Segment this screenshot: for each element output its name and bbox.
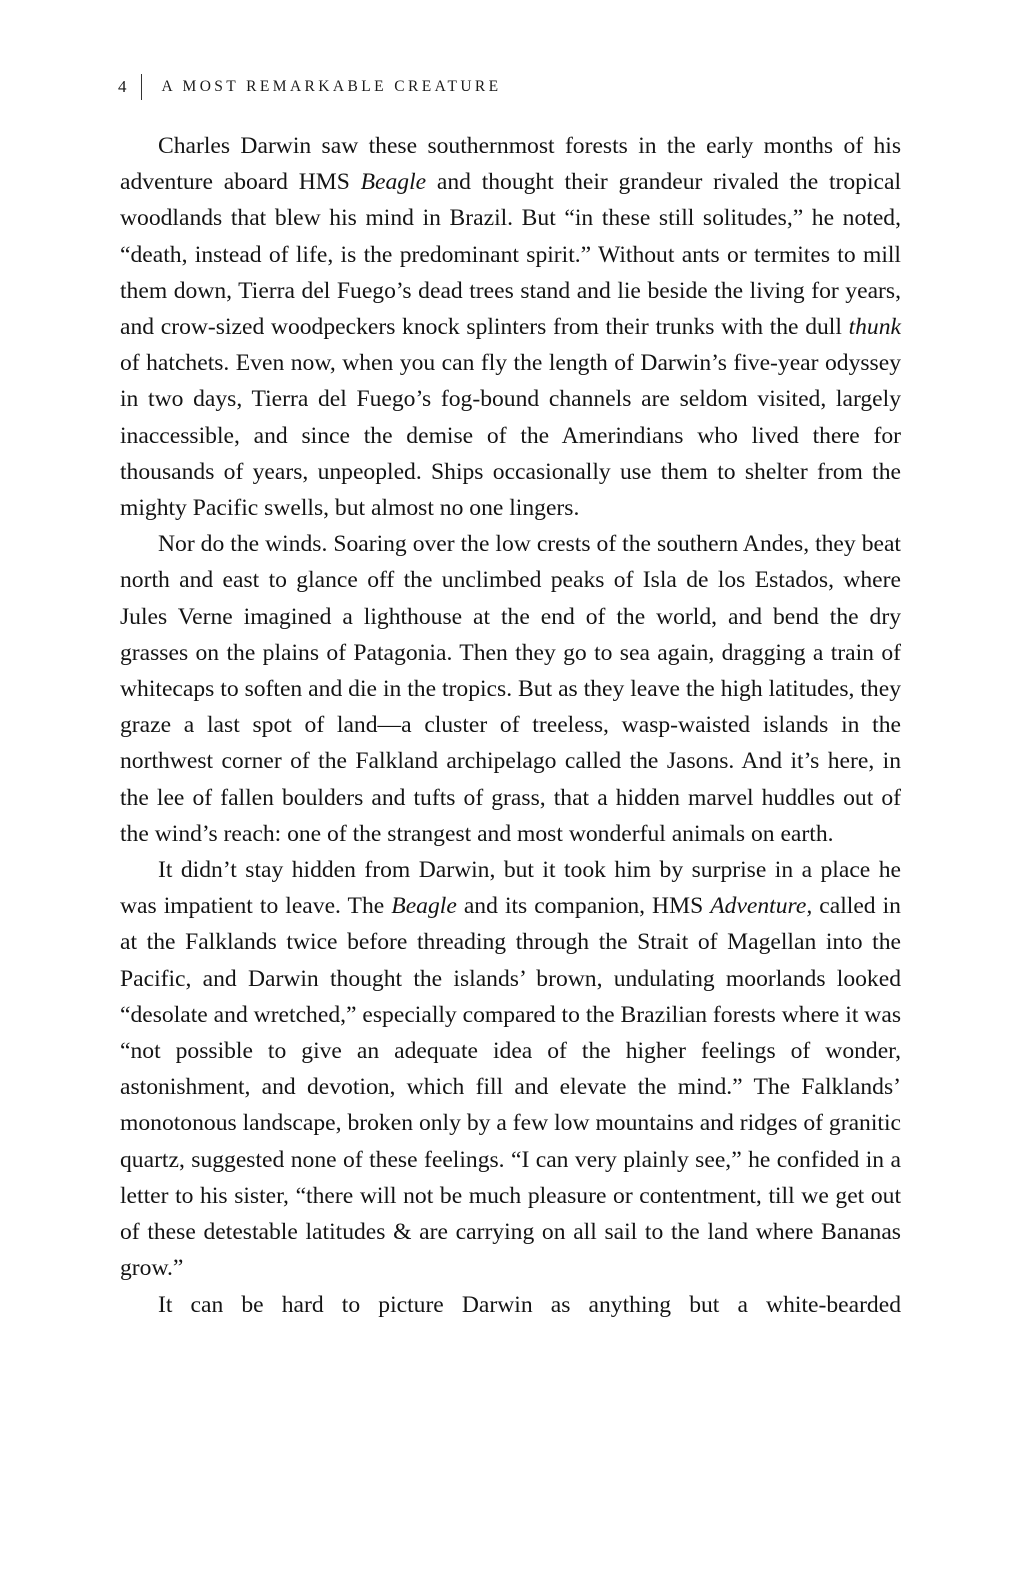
paragraph	[120, 526, 901, 852]
italic-text: Beagle	[360, 169, 427, 196]
text-segment: of hatchets. Even now, when you can fly the length of Darwin’s five-year odyssey in two days, Tierra del Fuego’s fog-bound channels are seldom visited, largely inaccessible, and since the demise of the Amerindians who lived there for thousands of years, unpeopled. Ships occasionally use them to shelter from the mighty Pacific swells, but almost no one lingers.	[120, 350, 901, 522]
page-number: 4	[118, 77, 127, 96]
italic-text: Adventure,	[710, 893, 813, 920]
text-segment: and its companion, HMS	[456, 893, 711, 920]
text-segment: It didn’t stay hidden from Darwin, but it took him by surprise in a place he was impatient to leave. The	[120, 857, 901, 920]
text-segment: Nor do the winds. Soaring over the low crests of the southern Andes, they beat north and east to glance off the unclimbed peaks of Isla de los Estados, where Jules Verne imagined a lighthouse at the end of the world, and bend the dry grasses on the plains of Patagonia. Then they go to sea again, dragging a train of whitecaps to soften and die in the tropics. But as they leave the high latitudes, they graze a last spot of land—a cluster of treeless, wasp-waisted islands in the northwest corner of the Falkland archipelago called the Jasons. And it’s here, in the lee of fallen boulders and tufts of grass, that a hidden marvel huddles out of the wind’s reach: one of the strangest and most wonderful animals on earth.	[120, 531, 901, 847]
text-segment: It can be hard to picture Darwin as anything but a white-bearded	[158, 1291, 901, 1318]
running-title: A MOST REMARKABLE CREATURE	[161, 78, 502, 95]
paragraph	[120, 1287, 901, 1323]
body-text	[120, 128, 901, 1323]
italic-text: thunk	[848, 314, 901, 341]
text-segment: Charles Darwin saw these southernmost forests in the early months of his adventure aboard HMS	[120, 133, 901, 196]
text-segment: called in at the Falklands twice before threading through the Strait of Magellan into the Pacific, and Darwin thought the islands’ brown, undulating moorlands looked “desolate and wretched,” especially compared to the Brazilian forests where it was “not possible to give an adequate idea of the higher feelings of wonder, astonishment, and devotion, which fill and elevate the mind.” The Falklands’ monotonous landscape, broken only by a few low mountains and ridges of granitic quartz, suggested none of these feelings. “I can very plainly see,” he confided in a letter to his sister, “there will not be much pleasure or contentment, till we get out of these detestable latitudes & are carrying on all sail to the land where Bananas grow.”	[120, 893, 901, 1282]
italic-text: Beagle	[391, 893, 457, 920]
paragraph	[120, 852, 901, 1286]
running-head	[118, 72, 502, 102]
header-divider	[141, 74, 142, 100]
paragraph	[120, 128, 901, 526]
text-segment: and thought their grandeur rivaled the tropical woodlands that blew his mind in Brazil. But “in these still solitudes,” he noted, “death, instead of life, is the predominant spirit.” Without ants or termites to mill them down, Tierra del Fuego’s dead trees stand and lie beside the living for years, and crow-sized woodpeckers knock splinters from their trunks with the dull	[120, 169, 902, 341]
